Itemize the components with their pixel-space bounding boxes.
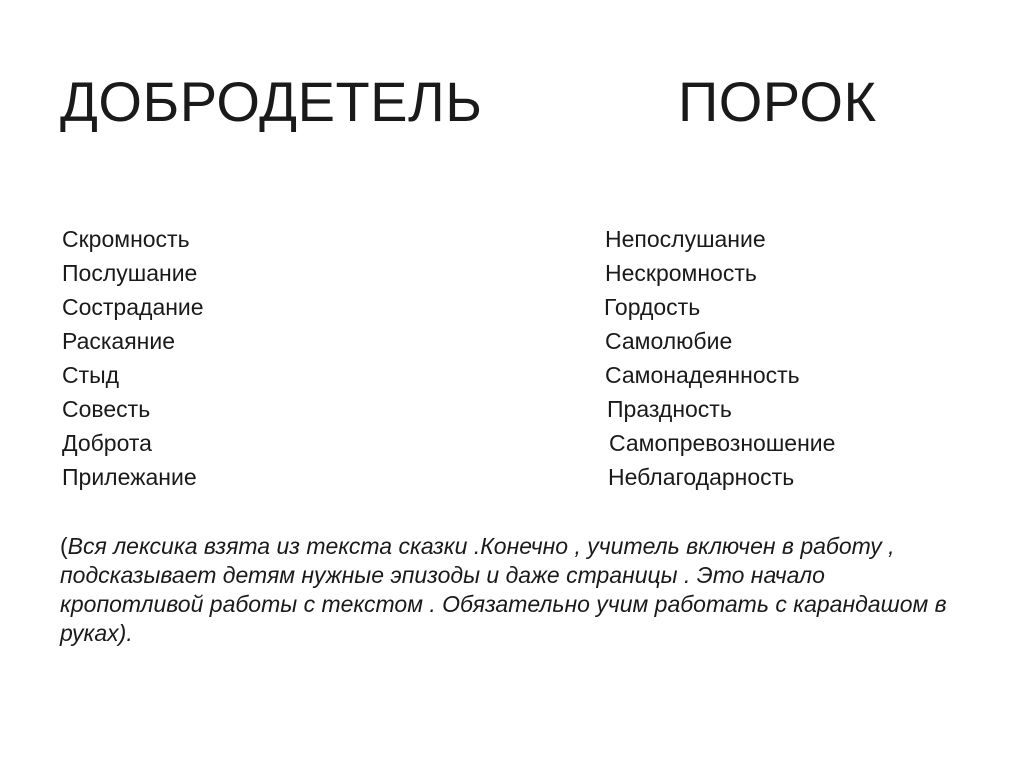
vice-item: Нескромность (605, 260, 757, 286)
virtue-list (62, 222, 204, 494)
vice-item: Неблагодарность (608, 464, 795, 490)
virtue-item: Раскаяние (62, 328, 176, 354)
vice-item: Гордость (604, 294, 701, 320)
virtue-item: Совесть (62, 396, 151, 422)
vice-item: Самопревозношение (609, 430, 836, 456)
virtue-item: Доброта (62, 430, 152, 456)
virtue-item: Послушание (62, 260, 198, 286)
vice-heading: ПОРОК (678, 70, 877, 133)
virtue-item: Стыд (62, 362, 120, 388)
virtue-heading: ДОБРОДЕТЕЛЬ (60, 70, 483, 133)
note-text: Вся лексика взята из текста сказки .Конечно , учитель включен в работу , подсказывает детям нужные эпизоды и даже страницы . Это начало кропотливой работы с текстом . Обязательно учим работать с карандашом в руках). (60, 533, 947, 646)
vice-item: Самолюбие (605, 328, 733, 354)
vice-list (605, 222, 835, 494)
virtue-item: Скромность (62, 226, 190, 252)
note-open-paren: ( (60, 533, 68, 559)
vice-item: Праздность (607, 396, 732, 422)
virtue-item: Прилежание (62, 464, 197, 490)
vice-item: Непослушание (605, 226, 766, 252)
teacher-note (60, 532, 970, 648)
virtue-item: Сострадание (62, 294, 204, 320)
vice-item: Самонадеянность (605, 362, 800, 388)
